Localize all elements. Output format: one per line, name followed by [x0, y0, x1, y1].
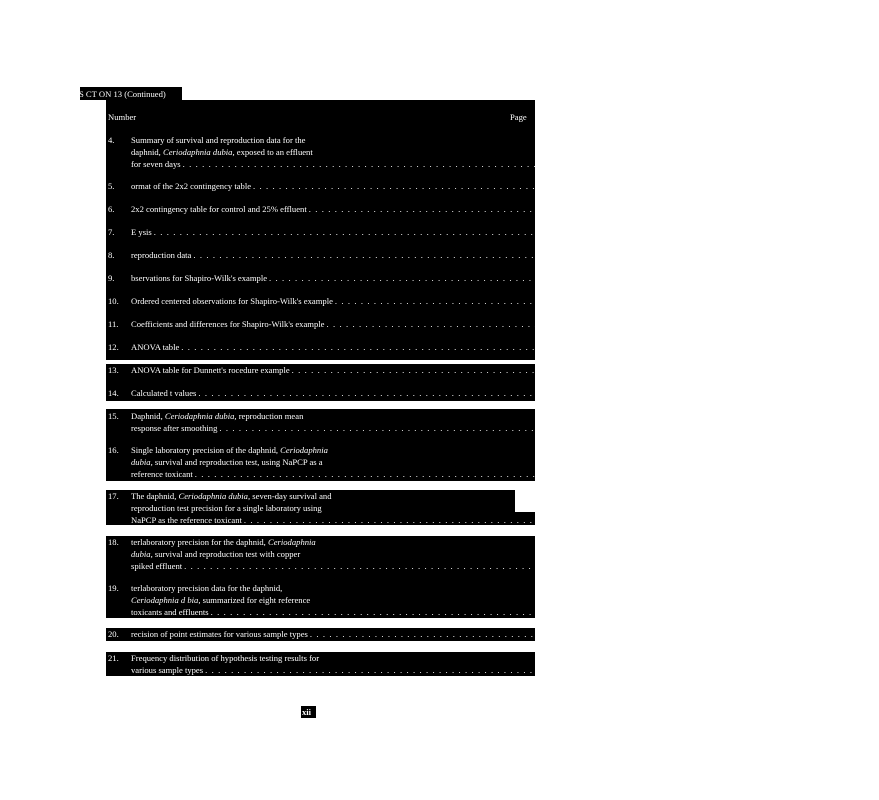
leader-dots: . . . . . . . . . . . . . . . . . . . . . . . . . . . . . . . . . . . . . . . . . . . . . . . . . . . . . . . . . . . . . . . . . . . . . . . . . . . . . . . . . .: [210, 607, 741, 617]
footer-page-number: xii: [302, 707, 312, 717]
toc-entry[interactable]: [131, 295, 879, 307]
entry-page-number: 169: [784, 181, 798, 191]
entry-page-number: 196: [736, 665, 750, 675]
entry-page-number: 170: [840, 204, 854, 214]
entry-page-number: 181: [823, 365, 837, 375]
entry-page-number: 170: [685, 227, 699, 237]
leader-dots: . . . . . . . . . . . . . . . . . . . . . . . . . . . . . . . . . . . . . . . . . . . . . . . . . . . . . . . . . . . . . . . . . . . . . . . . . . . . . . . . . .: [181, 342, 711, 352]
entry-title-line: Ordered centered observations for Shapiro-Wilk's example: [131, 296, 333, 306]
column-number-label: Number: [108, 112, 137, 122]
entry-title-line: spiked effluent: [131, 561, 183, 571]
entry-title-line: terlaboratory precision for the daphnid, Ceriodaphnia: [131, 537, 316, 547]
entry-number: 4.: [108, 135, 115, 145]
leader-dots: . . . . . . . . . . . . . . . . . . . . . . . . . . . . . . . . . . . . . . . . . . . . . . . . . . . . . . . . . . . . . . . . . . . . . . . . . . . . . . . . . .: [198, 388, 728, 398]
toc-entry[interactable]: [131, 536, 729, 572]
toc-entry[interactable]: [131, 364, 837, 376]
entry-title-line: Ceriodaphnia d bia, summarized for eight reference: [131, 595, 311, 605]
toc-entry[interactable]: [131, 444, 740, 480]
entry-page-number: 191: [775, 515, 789, 525]
leader-dots: . . . . . . . . . . . . . . . . . . . . . . . . . . . . . . . . . . . . . . . . . . . . . . . . . . . . . . . . . . . . . . . . . . . . . . . . . . . . . . . . . .: [326, 319, 856, 329]
leader-dots: . . . . . . . . . . . . . . . . . . . . . . . . . . . . . . . . . . . . . . . . . . . . . . . . . . . . . . . . . . . . . . . . . . . . . . . . . . . . . . . . . .: [205, 665, 735, 675]
entry-page-number: 182: [729, 388, 743, 398]
entry-number: 16.: [108, 445, 119, 455]
entry-title-line: ANOVA table for Dunnett's rocedure example: [131, 365, 290, 375]
leader-dots: . . . . . . . . . . . . . . . . . . . . . . . . . . . . . . . . . . . . . . . . . . . . . . . . . . . . . . . . . . . . . . . . . . . . . . . . . . . . . . . . . .: [243, 515, 774, 525]
leader-dots: . . . . . . . . . . . . . . . . . . . . . . . . . . . . . . . . . . . . . . . . . . . . . . . . . . . . . . . . . . . . . . . . . . . . . . . . . . . . . . . . . .: [184, 561, 714, 571]
toc-entry[interactable]: [131, 410, 764, 434]
entry-title-line: E ysis: [131, 227, 152, 237]
leader-dots: . . . . . . . . . . . . . . . . . . . . . . . . . . . . . . . . . . . . . . . . . . . . . . . . . . . . . . . . . . . . . . . . . . . . . . . . . . . . . . . . . .: [194, 469, 725, 479]
toc-entry[interactable]: [131, 628, 855, 640]
toc-entry[interactable]: [131, 226, 699, 238]
entry-number: 9.: [108, 273, 115, 283]
entry-number: 17.: [108, 491, 119, 501]
entry-page-number: 177: [866, 296, 879, 306]
entry-title-line: toxicants and effluents: [131, 607, 209, 617]
toc-entry[interactable]: [131, 318, 871, 330]
entry-number: 7.: [108, 227, 115, 237]
entry-title-line: response after smoothing: [131, 423, 218, 433]
entry-title-line: various sample types: [131, 665, 204, 675]
entry-title-line: 2x2 contingency table for control and 25% effluent: [131, 204, 307, 214]
entry-title-line: The daphnid, Ceriodaphnia dubia, seven-day survival and: [131, 491, 332, 501]
entry-page-number: 193: [715, 561, 729, 571]
entry-page-number: 166: [714, 159, 728, 169]
entry-number: 15.: [108, 411, 119, 421]
entry-number: 6.: [108, 204, 115, 214]
entry-page-number: 178: [857, 319, 871, 329]
entry-title-line: ormat of the 2x2 contingency table: [131, 181, 252, 191]
entry-number: 13.: [108, 365, 119, 375]
entry-title-line: daphnid, Ceriodaphnia dubia, exposed to an effluent: [131, 147, 313, 157]
toc-entry[interactable]: [131, 652, 750, 676]
leader-dots: . . . . . . . . . . . . . . . . . . . . . . . . . . . . . . . . . . . . . . . . . . . . . . . . . . . . . . . . . . . . . . . . . . . . . . . . . . . . . . . . . .: [153, 227, 684, 237]
toc-entry[interactable]: [131, 341, 726, 353]
entry-number: 19.: [108, 583, 119, 593]
entry-page-number: 195: [841, 629, 855, 639]
entry-number: 20.: [108, 629, 119, 639]
entry-title-line: Single laboratory precision of the daphnid, Ceriodaphnia: [131, 445, 328, 455]
leader-dots: . . . . . . . . . . . . . . . . . . . . . . . . . . . . . . . . . . . . . . . . . . . . . . . . . . . . . . . . . . . . . . . . . . . . . . . . . . . . . . . . . .: [291, 365, 822, 375]
entry-title-line: NaPCP as the reference toxicant: [131, 515, 242, 525]
entry-title-line: ANOVA table: [131, 342, 180, 352]
leader-dots: . . . . . . . . . . . . . . . . . . . . . . . . . . . . . . . . . . . . . . . . . . . . . . . . . . . . . . . . . . . . . . . . . . . . . . . . . . . . . . . . . .: [253, 181, 783, 191]
column-page-label: Page: [510, 112, 527, 122]
entry-page-number: 171: [724, 250, 738, 260]
entry-title-line: Coefficients and differences for Shapiro-Wilk's example: [131, 319, 325, 329]
leader-dots: . . . . . . . . . . . . . . . . . . . . . . . . . . . . . . . . . . . . . . . . . . . . . . . . . . . . . . . . . . . . . . . . . . . . . . . . . . . . . . . . . .: [308, 204, 839, 214]
toc-entry[interactable]: [131, 249, 738, 261]
toc-entry[interactable]: [131, 203, 854, 215]
entry-number: 12.: [108, 342, 119, 352]
entry-title-line: reproduction data: [131, 250, 192, 260]
entry-number: 8.: [108, 250, 115, 260]
entry-page-number: 175: [800, 273, 814, 283]
entry-number: 5.: [108, 181, 115, 191]
entry-title-line: for seven days: [131, 159, 181, 169]
toc-entry[interactable]: [131, 272, 814, 284]
entry-number: 18.: [108, 537, 119, 547]
entry-title-line: Calculated t values: [131, 388, 197, 398]
toc-entry[interactable]: [131, 180, 798, 192]
leader-dots: . . . . . . . . . . . . . . . . . . . . . . . . . . . . . . . . . . . . . . . . . . . . . . . . . . . . . . . . . . . . . . . . . . . . . . . . . . . . . . . . . .: [182, 159, 713, 169]
entry-page-number: 190: [726, 469, 740, 479]
leader-dots: . . . . . . . . . . . . . . . . . . . . . . . . . . . . . . . . . . . . . . . . . . . . . . . . . . . . . . . . . . . . . . . . . . . . . . . . . . . . . . . . . .: [193, 250, 723, 260]
toc-entry[interactable]: [131, 387, 743, 399]
entry-title-line: bservations for Shapiro-Wilk's example: [131, 273, 268, 283]
entry-title-line: terlaboratory precision data for the daphnid,: [131, 583, 283, 593]
entry-title-line: recision of point estimates for various sample types: [131, 629, 308, 639]
toc-entry[interactable]: [131, 490, 789, 526]
toc-entry[interactable]: [131, 134, 728, 170]
entry-page-number: 180: [712, 342, 726, 352]
entry-title-line: dubia, survival and reproduction test, using NaPCP as a: [131, 457, 323, 467]
leader-dots: . . . . . . . . . . . . . . . . . . . . . . . . . . . . . . . . . . . . . . . . . . . . . . . . . . . . . . . . . . . . . . . . . . . . . . . . . . . . . . . . . .: [269, 273, 799, 283]
entry-title-line: dubia, survival and reproduction test with copper: [131, 549, 301, 559]
entry-title-line: Summary of survival and reproduction data for the: [131, 135, 306, 145]
entry-page-number: 184: [750, 423, 764, 433]
entry-number: 11.: [108, 319, 119, 329]
entry-title-line: Frequency distribution of hypothesis testing results for: [131, 653, 320, 663]
entry-number: 14.: [108, 388, 119, 398]
entry-title-line: Daphnid, Ceriodaphnia dubia, reproduction mean: [131, 411, 304, 421]
entry-page-number: 194: [742, 607, 756, 617]
entry-title-line: reference toxicant: [131, 469, 193, 479]
entry-title-line: reproduction test precision for a single laboratory using: [131, 503, 322, 513]
entry-number: 10.: [108, 296, 119, 306]
leader-dots: . . . . . . . . . . . . . . . . . . . . . . . . . . . . . . . . . . . . . . . . . . . . . . . . . . . . . . . . . . . . . . . . . . . . . . . . . . . . . . . . . .: [219, 423, 749, 433]
toc-entry[interactable]: [131, 582, 756, 618]
leader-dots: . . . . . . . . . . . . . . . . . . . . . . . . . . . . . . . . . . . . . . . . . . . . . . . . . . . . . . . . . . . . . . . . . . . . . . . . . . . . . . . . . .: [309, 629, 840, 639]
leader-dots: . . . . . . . . . . . . . . . . . . . . . . . . . . . . . . . . . . . . . . . . . . . . . . . . . . . . . . . . . . . . . . . . . . . . . . . . . . . . . . . . . .: [334, 296, 865, 306]
entry-number: 21.: [108, 653, 119, 663]
section-heading: S CT ON 13 (Continued): [79, 89, 166, 99]
